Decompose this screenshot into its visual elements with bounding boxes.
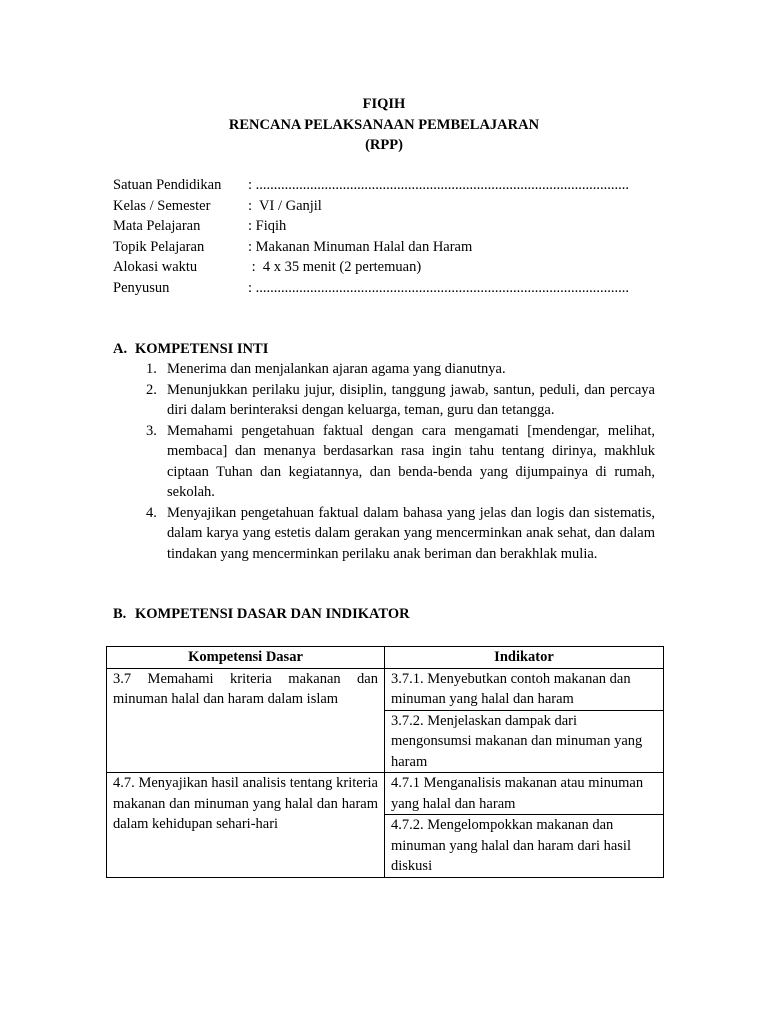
title-main: RENCANA PELAKSANAAN PEMBELAJARAN [228, 116, 540, 133]
section-b-heading [113, 604, 410, 625]
identity-label: Mata Pelajaran [113, 218, 201, 234]
section-a-heading [113, 339, 268, 360]
section-b-title: KOMPETENSI DASAR DAN INDIKATOR [135, 606, 410, 622]
kompetensi-inti-list [113, 359, 655, 564]
indikator-cell: 4.7.2. Mengelompokkan makanan dan minuman yang halal dan haram dari hasil diskusi [385, 815, 664, 878]
identity-row [113, 237, 658, 258]
document-title [0, 94, 768, 156]
column-header-kompetensi-dasar: Kompetensi Dasar [107, 647, 385, 669]
list-item-text: Menunjukkan perilaku jujur, disiplin, tanggung jawab, santun, peduli, dan percaya diri dalam berinteraksi dengan keluarga, teman, guru dan tetangga. [167, 381, 655, 418]
section-a-title: KOMPETENSI INTI [135, 341, 269, 357]
identity-label: Satuan Pendidikan [113, 177, 222, 193]
column-header-indikator: Indikator [385, 647, 664, 669]
title-subject: FIQIH [362, 96, 406, 112]
indikator-cell: 3.7.1. Menyebutkan contoh makanan dan minuman yang halal dan haram [385, 668, 664, 710]
identity-label: Topik Pelajaran [113, 238, 205, 255]
list-item [113, 421, 655, 503]
identity-row [113, 278, 658, 299]
table-row [107, 773, 664, 815]
identity-label: Kelas / Semester [113, 197, 211, 214]
identity-row [113, 216, 658, 237]
identity-value: : VI / Ganjil [248, 197, 322, 214]
identity-value: : ....................................................................................................... [248, 177, 630, 193]
identity-value: : 4 x 35 menit (2 pertemuan) [248, 259, 422, 275]
list-item-number: 4. [146, 504, 157, 521]
identity-label: Penyusun [113, 279, 170, 296]
kompetensi-dasar-table [106, 646, 664, 878]
list-item-number: 1. [146, 361, 157, 377]
list-item [113, 503, 655, 565]
identity-value: : ....................................................................................................... [248, 279, 630, 296]
indikator-cell: 4.7.1 Menganalisis makanan atau minuman yang halal dan haram [385, 773, 664, 815]
list-item-text: Menyajikan pengetahuan faktual dalam bahasa yang jelas dan logis dan sistematis, dalam karya yang estetis dalam gerakan yang mencerminkan anak sehat, dan dalam tindakan yang mencerminkan perilaku anak beriman dan berakhlak mulia. [167, 504, 655, 562]
list-item-number: 3. [146, 422, 157, 439]
identity-row [113, 175, 658, 196]
list-item-text: Memahami pengetahuan faktual dengan cara mengamati [mendengar, melihat, membaca] dan menanya berdasarkan rasa ingin tahu tentang dirinya, makhluk ciptaan Tuhan dan kegiatannya, dan benda-benda yang dijumpainya di rumah, sekolah. [167, 422, 655, 500]
list-item-text: Menerima dan menjalankan ajaran agama yang dianutnya. [167, 361, 506, 377]
identity-block [113, 175, 658, 298]
list-item [113, 359, 655, 380]
list-item-number: 2. [146, 381, 157, 398]
identity-row [113, 196, 658, 217]
table-row [107, 668, 664, 710]
identity-value: : Makanan Minuman Halal dan Haram [248, 238, 473, 255]
table-header-row [107, 647, 664, 669]
kompetensi-dasar-cell: 4.7. Menyajikan hasil analisis tentang kriteria makanan dan minuman yang halal dan haram dalam kehidupan sehari-hari [107, 773, 385, 878]
kompetensi-dasar-cell: 3.7 Memahami kriteria makanan dan minuman halal dan haram dalam islam [107, 668, 385, 773]
section-a-letter: A. [113, 341, 128, 357]
title-abbrev: (RPP) [365, 137, 403, 153]
identity-row [113, 257, 658, 278]
section-b-letter: B. [113, 606, 127, 622]
identity-value: : Fiqih [248, 218, 287, 234]
indikator-cell: 3.7.2. Menjelaskan dampak dari mengonsumsi makanan dan minuman yang haram [385, 710, 664, 773]
list-item [113, 380, 655, 421]
identity-label: Alokasi waktu [113, 259, 198, 275]
